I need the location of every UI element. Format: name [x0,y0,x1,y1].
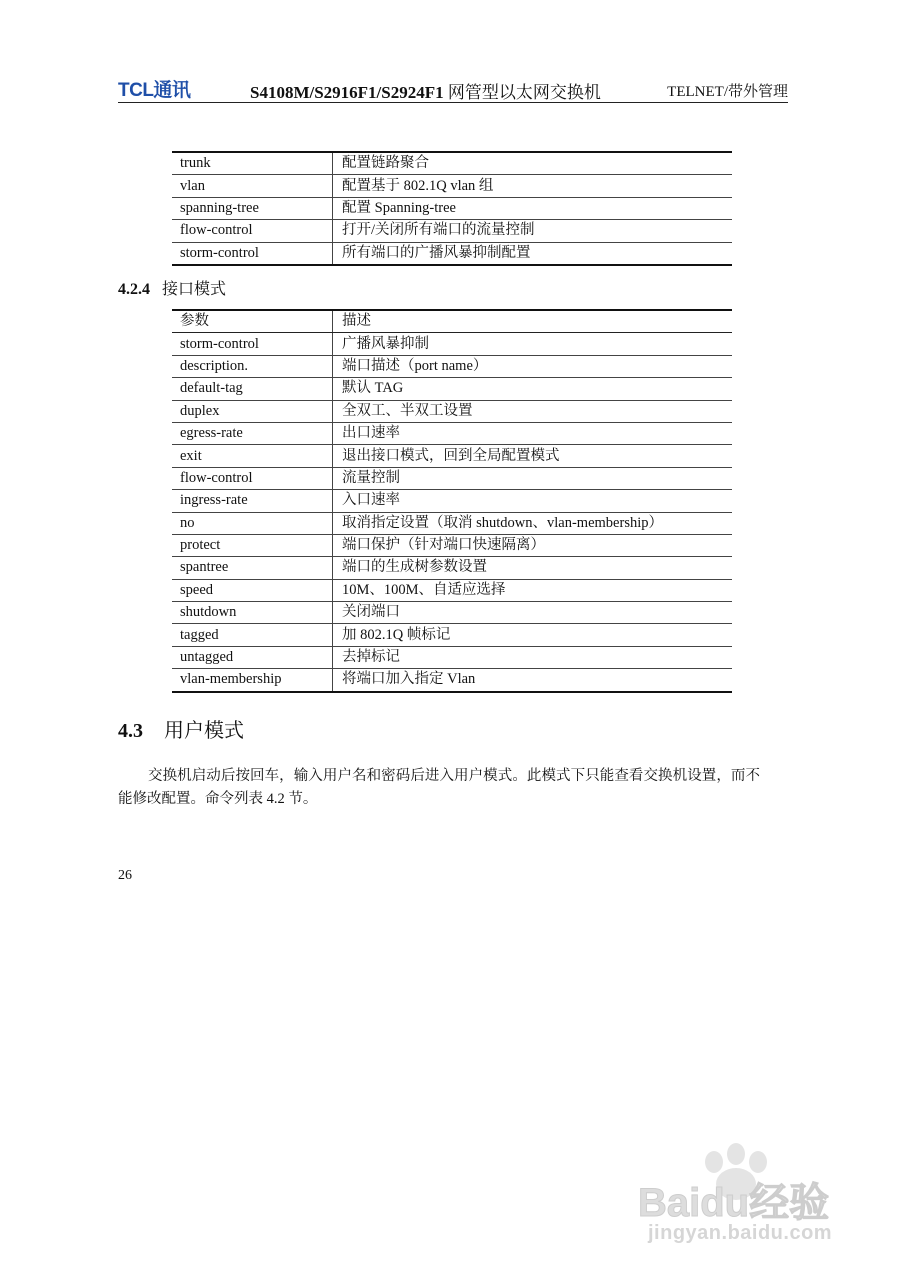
command-cell: trunk [172,152,333,175]
description-cell: 10M、100M、自适应选择 [333,579,733,601]
header-section-label: TELNET/带外管理 [667,84,788,100]
header-title [250,78,601,103]
description-cell: 加 802.1Q 帧标记 [333,624,733,646]
description-cell: 流量控制 [333,467,733,489]
table-row [172,490,732,512]
command-cell: protect [172,534,333,556]
description-cell: 取消指定设置（取消 shutdown、vlan-membership） [333,512,733,534]
body-paragraph: 交换机启动后按回车，输入用户名和密码后进入用户模式。此模式下只能查看交换机设置，而不能修改配置。命令列表 4.2 节。 [118,767,760,807]
command-cell: exit [172,445,333,467]
table-row [172,197,732,219]
command-cell: shutdown [172,602,333,624]
command-cell: flow-control [172,467,333,489]
header-product-name: 网管型以太网交换机 [447,83,601,102]
command-cell: vlan-membership [172,669,333,692]
description-cell: 打开/关闭所有端口的流量控制 [333,220,733,242]
tcl-logo [118,78,210,100]
description-cell: 关闭端口 [333,602,733,624]
table-row [172,220,732,242]
page-header [118,76,788,104]
column-header-parameter: 参数 [172,310,333,333]
description-cell: 所有端口的广播风暴抑制配置 [333,242,733,265]
global-config-command-table [172,151,732,266]
table-row [172,445,732,467]
table-row [172,175,732,197]
description-cell: 端口描述（port name） [333,355,733,377]
description-cell: 端口保护（针对端口快速隔离） [333,534,733,556]
command-cell: untagged [172,646,333,668]
table-row [172,624,732,646]
table-row [172,333,732,355]
command-cell: storm-control [172,242,333,265]
table-row [172,378,732,400]
table-row [172,467,732,489]
table-row [172,602,732,624]
command-cell: flow-control [172,220,333,242]
description-cell: 广播风暴抑制 [333,333,733,355]
command-cell: no [172,512,333,534]
description-cell: 将端口加入指定 Vlan [333,669,733,692]
command-cell: description. [172,355,333,377]
description-cell: 配置基于 802.1Q vlan 组 [333,175,733,197]
command-cell: vlan [172,175,333,197]
description-cell: 配置链路聚合 [333,152,733,175]
description-cell: 端口的生成树参数设置 [333,557,733,579]
table-row [172,242,732,265]
command-cell: speed [172,579,333,601]
command-cell: tagged [172,624,333,646]
table-row [172,646,732,668]
header-model: S4108M/S2916F1/S2924F1 [250,83,444,102]
watermark-url: jingyan.baidu.com [648,1222,833,1244]
table-row [172,400,732,422]
subsection-heading [118,276,226,299]
table-row [172,355,732,377]
table-row [172,152,732,175]
table-row [172,422,732,444]
command-cell: spantree [172,557,333,579]
table-row [172,512,732,534]
column-header-description: 描述 [333,310,733,333]
section-heading [118,714,244,743]
interface-mode-command-table [172,309,732,693]
section-number: 4.3 [118,720,143,742]
command-cell: egress-rate [172,422,333,444]
table-header-row [172,310,732,333]
tcl-logo-text: TCL通讯 [118,80,191,100]
command-cell: duplex [172,400,333,422]
table-row [172,534,732,556]
table-row [172,669,732,692]
command-cell: default-tag [172,378,333,400]
subsection-title: 接口模式 [162,281,227,298]
table-row [172,579,732,601]
description-cell: 出口速率 [333,422,733,444]
watermark-brand: Baidu经验 [638,1181,830,1225]
description-cell: 全双工、半双工设置 [333,400,733,422]
description-cell: 退出接口模式，回到全局配置模式 [333,445,733,467]
command-cell: storm-control [172,333,333,355]
table-row [172,557,732,579]
header-divider [118,102,788,103]
section-title: 用户模式 [164,720,244,742]
page-number: 26 [118,868,132,883]
description-cell: 配置 Spanning-tree [333,197,733,219]
description-cell: 去掉标记 [333,646,733,668]
command-cell: spanning-tree [172,197,333,219]
command-cell: ingress-rate [172,490,333,512]
subsection-number: 4.2.4 [118,281,150,298]
description-cell: 默认 TAG [333,378,733,400]
description-cell: 入口速率 [333,490,733,512]
